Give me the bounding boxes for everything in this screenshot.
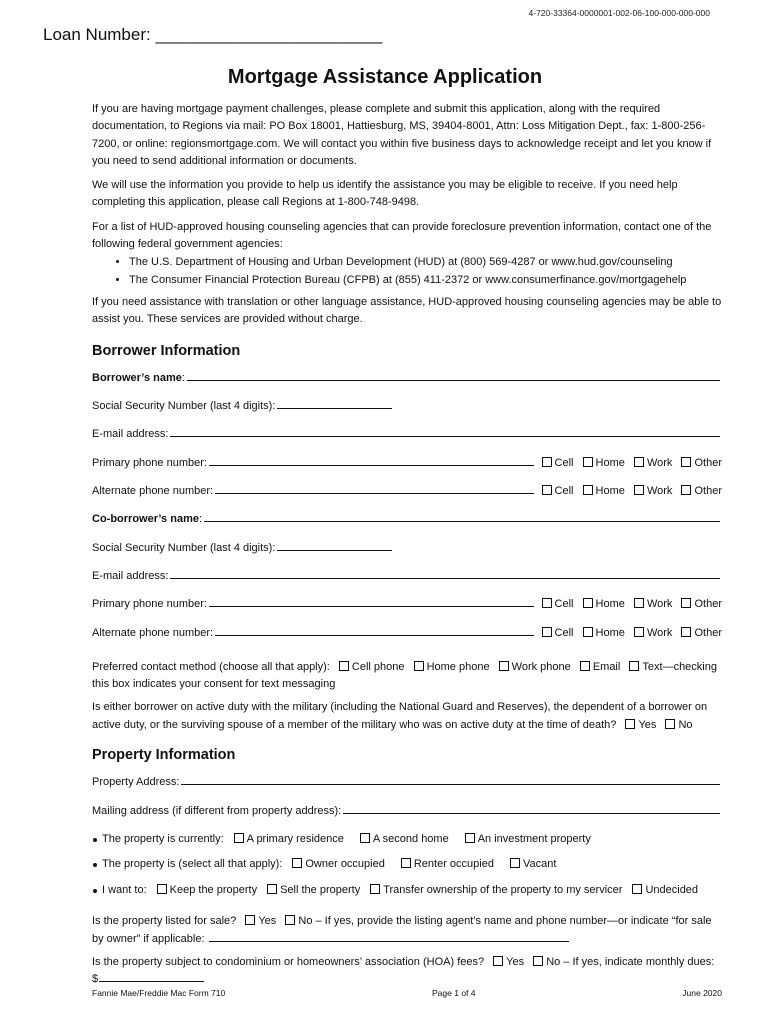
borrower-alternate-other-checkbox[interactable] [681, 485, 691, 495]
coborrower-primary-home-checkbox[interactable] [583, 598, 593, 608]
coborrower-alternate-other-checkbox[interactable] [681, 627, 691, 637]
borrower-alternate-phone-label: Alternate phone number: [92, 485, 214, 498]
borrower-ssn-row [92, 398, 722, 426]
borrower-name-label: Borrower’s name [92, 371, 182, 384]
military-question: Is either borrower on active duty with the military (including the National Guard and Reserves), the dependent of a borrower on active duty, or the surviving spouse of a member of the military who was on active duty at the time of death? [92, 701, 708, 731]
borrower-alternate-cell-checkbox[interactable] [542, 485, 552, 495]
coborrower-name-row: Co-borrower’s name: [92, 511, 722, 539]
coborrower-alternate-phone-input[interactable] [215, 634, 533, 636]
investment-property-checkbox[interactable] [465, 833, 475, 843]
undecided-checkbox[interactable] [632, 884, 642, 894]
bullet-icon [93, 889, 97, 893]
coborrower-ssn-row [92, 540, 722, 568]
hoa-yes-checkbox[interactable] [493, 956, 503, 966]
mailing-address-label: Mailing address (if different from property address): [92, 804, 342, 817]
coborrower-alternate-work-checkbox[interactable] [634, 627, 644, 637]
intro-paragraph-3: For a list of HUD-approved housing counseling agencies that can provide foreclosure prevention information, contact one of the following federal government agencies: [92, 220, 712, 251]
footer-date: June 2020 [682, 988, 722, 998]
borrower-ssn-input[interactable] [277, 407, 392, 409]
borrower-alternate-phone-row: Alternate phone number: Cell Home Work Other [92, 483, 722, 511]
borrower-name-input[interactable] [187, 379, 720, 381]
military-yes-checkbox[interactable] [625, 719, 635, 729]
borrower-email-row [92, 426, 722, 454]
footer-form-name: Fannie Mae/Freddie Mac Form 710 [92, 988, 226, 998]
borrower-primary-other-checkbox[interactable] [681, 457, 691, 467]
agency-hud: • The U.S. Department of Housing and Urban Development (HUD) at (800) 569-4287 or www.hud.gov/counseling [129, 254, 722, 271]
property-is-row: The property is (select all that apply): Owner occupied Renter occupied Vacant [92, 856, 722, 882]
form-content [92, 101, 722, 995]
preferred-contact-block: Preferred contact method (choose all that apply): Cell phone Home phone Work phone Email Text—checking this box indicates your consent for text messaging [92, 660, 717, 691]
property-heading: Property Information [92, 747, 236, 764]
property-address-label: Property Address: [92, 776, 180, 789]
coborrower-primary-phone-label: Primary phone number: [92, 598, 207, 611]
coborrower-primary-cell-checkbox[interactable] [542, 598, 552, 608]
borrower-primary-cell-checkbox[interactable] [542, 457, 552, 467]
second-home-checkbox[interactable] [360, 833, 370, 843]
coborrower-ssn-label: Social Security Number (last 4 digits): [92, 541, 276, 554]
bullet-icon [93, 838, 97, 842]
page-title: Mortgage Assistance Application [227, 66, 543, 88]
listing-agent-input[interactable] [209, 940, 569, 942]
property-is-label: The property is (select all that apply): [102, 858, 283, 871]
coborrower-primary-phone-input[interactable] [209, 605, 534, 607]
mailing-address-row [92, 803, 722, 831]
coborrower-ssn-input[interactable] [277, 549, 392, 551]
contact-home-phone-checkbox[interactable] [414, 661, 424, 671]
sell-property-checkbox[interactable] [267, 884, 277, 894]
military-no-checkbox[interactable] [665, 719, 675, 729]
borrower-alternate-home-checkbox[interactable] [583, 485, 593, 495]
borrower-email-label: E-mail address: [92, 428, 169, 441]
contact-cell-phone-checkbox[interactable] [339, 661, 349, 671]
borrower-heading: Borrower Information [92, 342, 241, 359]
coborrower-primary-work-checkbox[interactable] [634, 598, 644, 608]
sale-question-block: Is the property listed for sale? Yes No – If yes, provide the listing agent’s name and phone number—or indicate “for sale by owner” if applicable: [92, 915, 712, 945]
borrower-email-input[interactable] [170, 435, 720, 437]
text-consent-note: this box indicates your consent for text messaging [92, 678, 336, 691]
coborrower-alternate-home-checkbox[interactable] [583, 627, 593, 637]
mailing-address-input[interactable] [343, 812, 720, 814]
agency-list [92, 254, 722, 289]
coborrower-alternate-phone-label: Alternate phone number: [92, 626, 214, 639]
coborrower-alternate-phone-row: Alternate phone number: Cell Home Work Other [92, 625, 722, 653]
contact-text-checkbox[interactable] [629, 661, 639, 671]
agency-cfpb: • The Consumer Financial Protection Bureau (CFPB) at (855) 411-2372 or www.consumerfinance.gov/mortgagehelp [129, 272, 722, 289]
coborrower-name-input[interactable] [204, 520, 720, 522]
vacant-checkbox[interactable] [510, 858, 520, 868]
footer-page-number: Page 1 of 4 [432, 988, 476, 998]
coborrower-primary-phone-row: Primary phone number: Cell Home Work Other [92, 596, 722, 624]
property-currently-row: The property is currently: A primary residence A second home An investment property [92, 831, 722, 857]
coborrower-alternate-cell-checkbox[interactable] [542, 627, 552, 637]
primary-residence-checkbox[interactable] [234, 833, 244, 843]
hoa-dues-input[interactable] [99, 980, 204, 982]
property-address-input[interactable] [181, 783, 720, 785]
coborrower-email-row [92, 568, 722, 596]
bullet-icon [93, 863, 97, 867]
contact-work-phone-checkbox[interactable] [499, 661, 509, 671]
property-currently-label: The property is currently: [102, 832, 224, 845]
borrower-primary-phone-row: Primary phone number: Cell Home Work Other [92, 455, 722, 483]
i-want-label: I want to: [102, 883, 147, 896]
dollar-sign: $ [92, 973, 99, 986]
borrower-primary-work-checkbox[interactable] [634, 457, 644, 467]
borrower-name-row: Borrower’s name: [92, 370, 722, 398]
renter-occupied-checkbox[interactable] [401, 858, 411, 868]
page-footer [92, 988, 722, 998]
coborrower-name-label: Co-borrower’s name [92, 513, 199, 526]
borrower-ssn-label: Social Security Number (last 4 digits): [92, 400, 276, 413]
preferred-contact-label: Preferred contact method (choose all that apply): [92, 660, 330, 673]
property-address-row [92, 774, 722, 802]
borrower-primary-phone-label: Primary phone number: [92, 456, 207, 469]
coborrower-email-label: E-mail address: [92, 569, 169, 582]
intro-paragraph-2: We will use the information you provide to help us identify the assistance you may be eligible to receive. If you need help completing this application, please call Regions at 1-800-748-9498. [92, 179, 678, 209]
intro-paragraph-4: If you need assistance with translation or other language assistance, HUD-approved housing counseling agencies may be able to assist you. These services are provided without charge. [92, 295, 722, 326]
sale-no-label: No – If yes, provide the listing agent’s name and phone number—or indicate “for sale by owner” if applicable: [92, 915, 712, 945]
coborrower-primary-other-checkbox[interactable] [681, 598, 691, 608]
sale-question: Is the property listed for sale? [92, 915, 237, 928]
borrower-primary-phone-input[interactable] [209, 464, 534, 466]
owner-occupied-checkbox[interactable] [292, 858, 302, 868]
borrower-alternate-phone-input[interactable] [215, 492, 533, 494]
intro-paragraph-1: If you are having mortgage payment challenges, please complete and submit this application, along with the required documentation, to Regions via mail: PO Box 18001, Hattiesburg, MS, 39404-8001, Attn: Loss Mitigation Dept., fax: 1-800-256-7200, or online: regionsmortgage.com. We will contact you within five business days to acknowledge receipt and let you know if you need to send additional information or documents. [92, 103, 712, 167]
keep-property-checkbox[interactable] [157, 884, 167, 894]
sale-no-checkbox[interactable] [285, 915, 295, 925]
loan-number-field[interactable]: Loan Number: ________________________ [43, 25, 383, 44]
hoa-question-block: Is the property subject to condominium or homeowners’ association (HOA) fees? Yes No – If yes, indicate monthly dues: $ [92, 956, 715, 986]
coborrower-email-input[interactable] [170, 577, 720, 579]
i-want-row: I want to: Keep the property Sell the property Transfer ownership of the property to my servicer Undecided [92, 882, 722, 908]
military-question-block: Is either borrower on active duty with the military (including the National Guard and Reserves), the dependent of a borrower on active duty, or the surviving spouse of a member of the military who was on active duty at the time of death? Yes No [92, 701, 708, 731]
transfer-ownership-checkbox[interactable] [370, 884, 380, 894]
document-id: 4-720-33364-0000001-002-06-100-000-000-000 [528, 8, 710, 18]
contact-email-checkbox[interactable] [580, 661, 590, 671]
borrower-primary-home-checkbox[interactable] [583, 457, 593, 467]
hoa-no-checkbox[interactable] [533, 956, 543, 966]
borrower-alternate-work-checkbox[interactable] [634, 485, 644, 495]
sale-yes-checkbox[interactable] [245, 915, 255, 925]
hoa-question: Is the property subject to condominium or homeowners’ association (HOA) fees? [92, 956, 485, 968]
